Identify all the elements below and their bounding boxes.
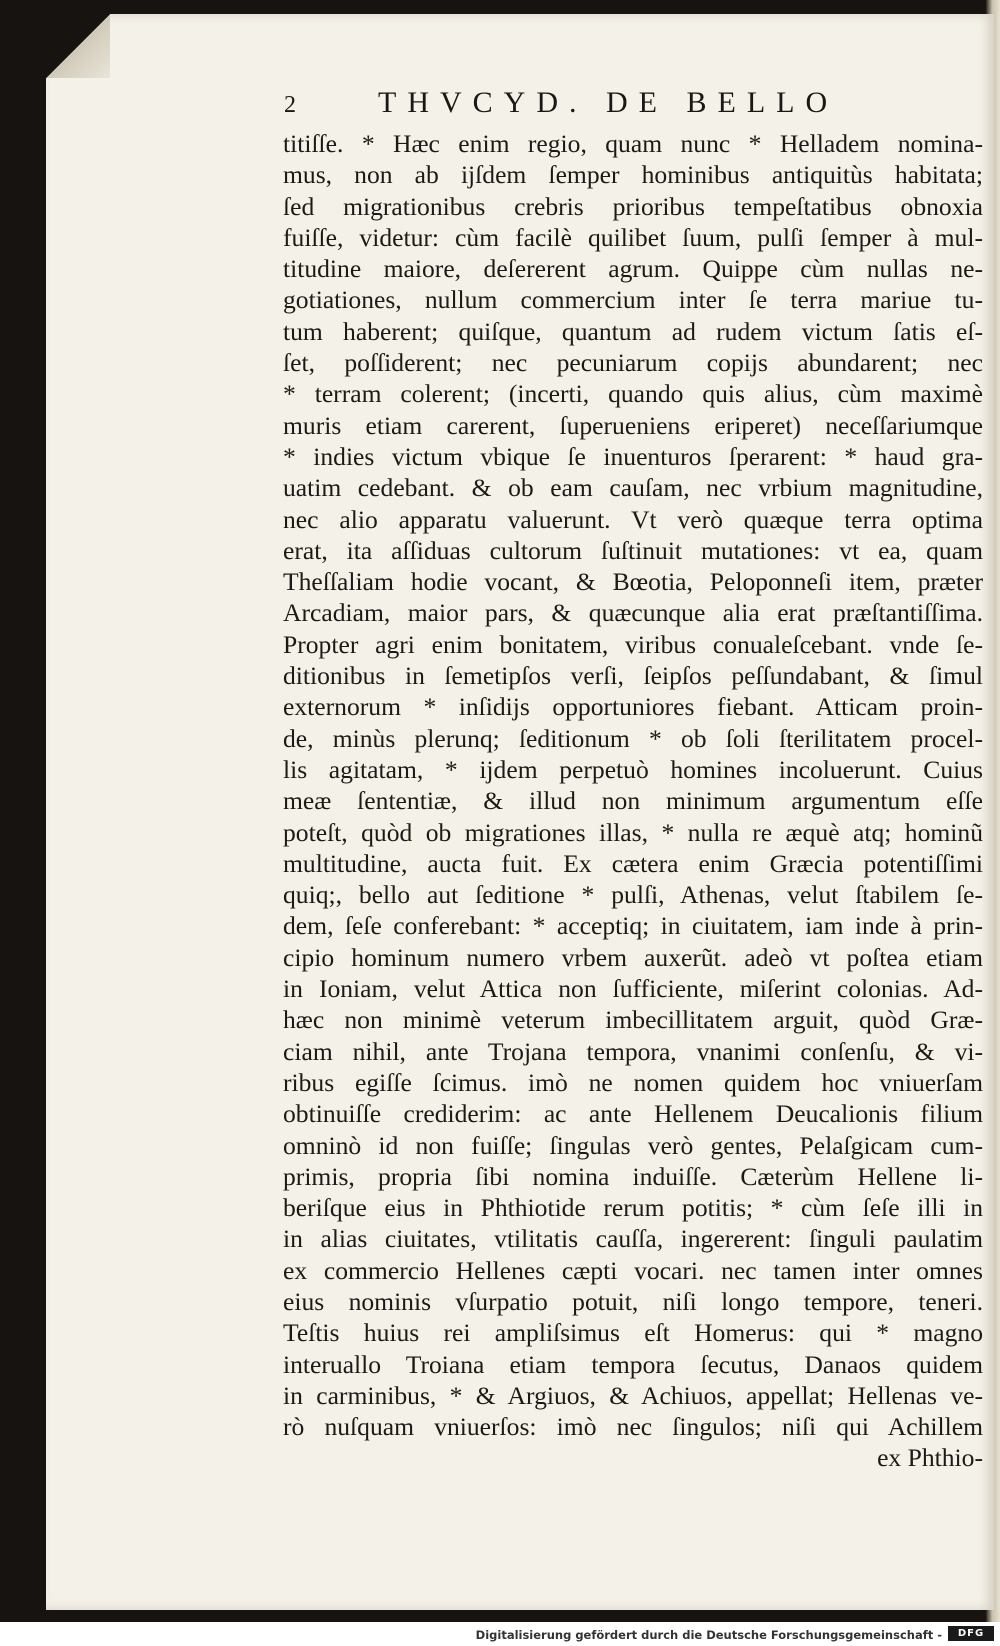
text-line: interuallo Troiana etiam tempora ſecutus, Danaos quidem <box>283 1349 983 1379</box>
text-line: gotiationes, nullum commercium inter ſe terra mariue tu- <box>283 285 983 315</box>
text-line: in alias ciuitates, vtilitatis cauſſa, ingererent: ſinguli paulatim <box>283 1224 983 1254</box>
text-line: in Ioniam, velut Attica non ſufficiente, miſerint colonias. Ad- <box>283 974 983 1004</box>
text-line: titudine maiore, deſererent agrum. Quippe cùm nullas ne- <box>283 254 983 284</box>
text-line: poteſt, quòd ob migrationes illas, * nulla re æquè atq; hominũ <box>283 817 983 847</box>
text-line: Arcadiam, maior pars, & quæcunque alia erat præſtantiſſima. <box>283 598 983 628</box>
text-line: ditionibus in ſemetipſos verſi, ſeipſos peſſundabant, & ſimul <box>283 661 983 691</box>
text-line: primis, propria ſibi nomina induiſſe. Cæterùm Hellene li- <box>283 1161 983 1191</box>
text-line: uatim cedebant. & ob eam cauſam, nec vrbium magnitudine, <box>283 473 983 503</box>
text-line: tum haberent; quiſque, quantum ad rudem victum ſatis eſ- <box>283 316 983 346</box>
text-line: de, minùs plerunq; ſeditionum * ob ſoli ſterilitatem procel- <box>283 723 983 753</box>
text-line: externorum * inſidijs opportuniores fiebant. Atticam proin- <box>283 692 983 722</box>
text-line: multitudine, aucta fuit. Ex cætera enim Græcia potentiſſimi <box>283 848 983 878</box>
text-line: eius nominis vſurpatio potuit, niſi longo tempore, teneri. <box>283 1286 983 1316</box>
text-line: mus, non ab ijſdem ſemper hominibus antiquitùs habitata; <box>283 160 983 190</box>
text-line: meæ ſententiæ, & illud non minimum argumentum eſſe <box>283 786 983 816</box>
funding-credit: Digitalisierung gefördert durch die Deutsche Forschungsgemeinschaft - <box>475 1628 942 1642</box>
text-line: omninò id non fuiſſe; ſingulas verò gentes, Pelaſgicam cum- <box>283 1130 983 1160</box>
text-line: in carminibus, * & Argiuos, & Achiuos, appellat; Hellenas ve- <box>283 1380 983 1410</box>
text-line: dem, ſeſe conferebant: * acceptiq; in ciuitatem, iam inde à prin- <box>283 911 983 941</box>
text-line: muris etiam carerent, ſuperueniens eriperet) neceſſariumque <box>283 410 983 440</box>
text-line: ciam nihil, ante Trojana tempora, vnanimi conſenſu, & vi- <box>283 1036 983 1066</box>
text-line: Propter agri enim bonitatem, viribus conualeſcebant. vnde ſe- <box>283 629 983 659</box>
folded-corner <box>46 14 110 78</box>
text-line: * terram colerent; (incerti, quando quis alius, cùm maximè <box>283 379 983 409</box>
text-line: erat, ita aſſiduas cultorum ſuſtinuit mutationes: vt ea, quam <box>283 535 983 565</box>
text-line: lis agitatam, * ijdem perpetuò homines incoluerunt. Cuius <box>283 754 983 784</box>
text-line: ex Phthio- <box>877 1443 983 1473</box>
text-line: quiq;, bello aut ſeditione * pulſi, Athenas, velut ſtabilem ſe- <box>283 880 983 910</box>
digitization-footer <box>0 1622 1000 1646</box>
text-line: hæc non minimè veterum imbecillitatem arguit, quòd Græ- <box>283 1005 983 1035</box>
text-line: ex commercio Hellenes cæpti vocari. nec tamen inter omnes <box>283 1255 983 1285</box>
page-number: 2 <box>284 92 296 118</box>
text-line: Teſtis huius rei ampliſsimus eſt Homerus: qui * magno <box>283 1318 983 1348</box>
text-line: titiſſe. * Hæc enim regio, quam nunc * Helladem nomina- <box>283 129 983 158</box>
text-line: ſed migrationibus crebris prioribus tempeſtatibus obnoxia <box>283 191 983 221</box>
text-line: beriſque eius in Phthiotide rerum potitis; * cùm ſeſe illi in <box>283 1193 983 1223</box>
text-line: rò nuſquam vniuerſos: imò nec ſingulos; niſi qui Achillem <box>283 1412 983 1442</box>
text-line: obtinuiſſe crediderim: ac ante Hellenem Deucalionis filium <box>283 1099 983 1129</box>
text-line: ſet, poſſiderent; nec pecuniarum copijs abundarent; nec <box>283 348 983 378</box>
text-line: cipio hominum numero vrbem auxerũt. adeò vt poſtea etiam <box>283 942 983 972</box>
dfg-logo: DFG <box>948 1626 994 1641</box>
text-line: nec alio apparatu valuerunt. Vt verò quæque terra optima <box>283 504 983 534</box>
text-line: Theſſaliam hodie vocant, & Bœotia, Peloponneſi item, præter <box>283 567 983 597</box>
text-line: * indies victum vbique ſe inuenturos ſperarent: * haud gra- <box>283 441 983 471</box>
text-line: fuiſſe, videtur: cùm facilè quilibet ſuum, pulſi ſemper à mul- <box>283 222 983 252</box>
running-head-title: THVCYD. DE BELLO <box>378 86 839 119</box>
running-head <box>284 86 984 126</box>
text-block <box>283 128 983 1474</box>
text-line: ribus egiſſe ſcimus. imò ne nomen quidem hoc vniuerſam <box>283 1067 983 1097</box>
